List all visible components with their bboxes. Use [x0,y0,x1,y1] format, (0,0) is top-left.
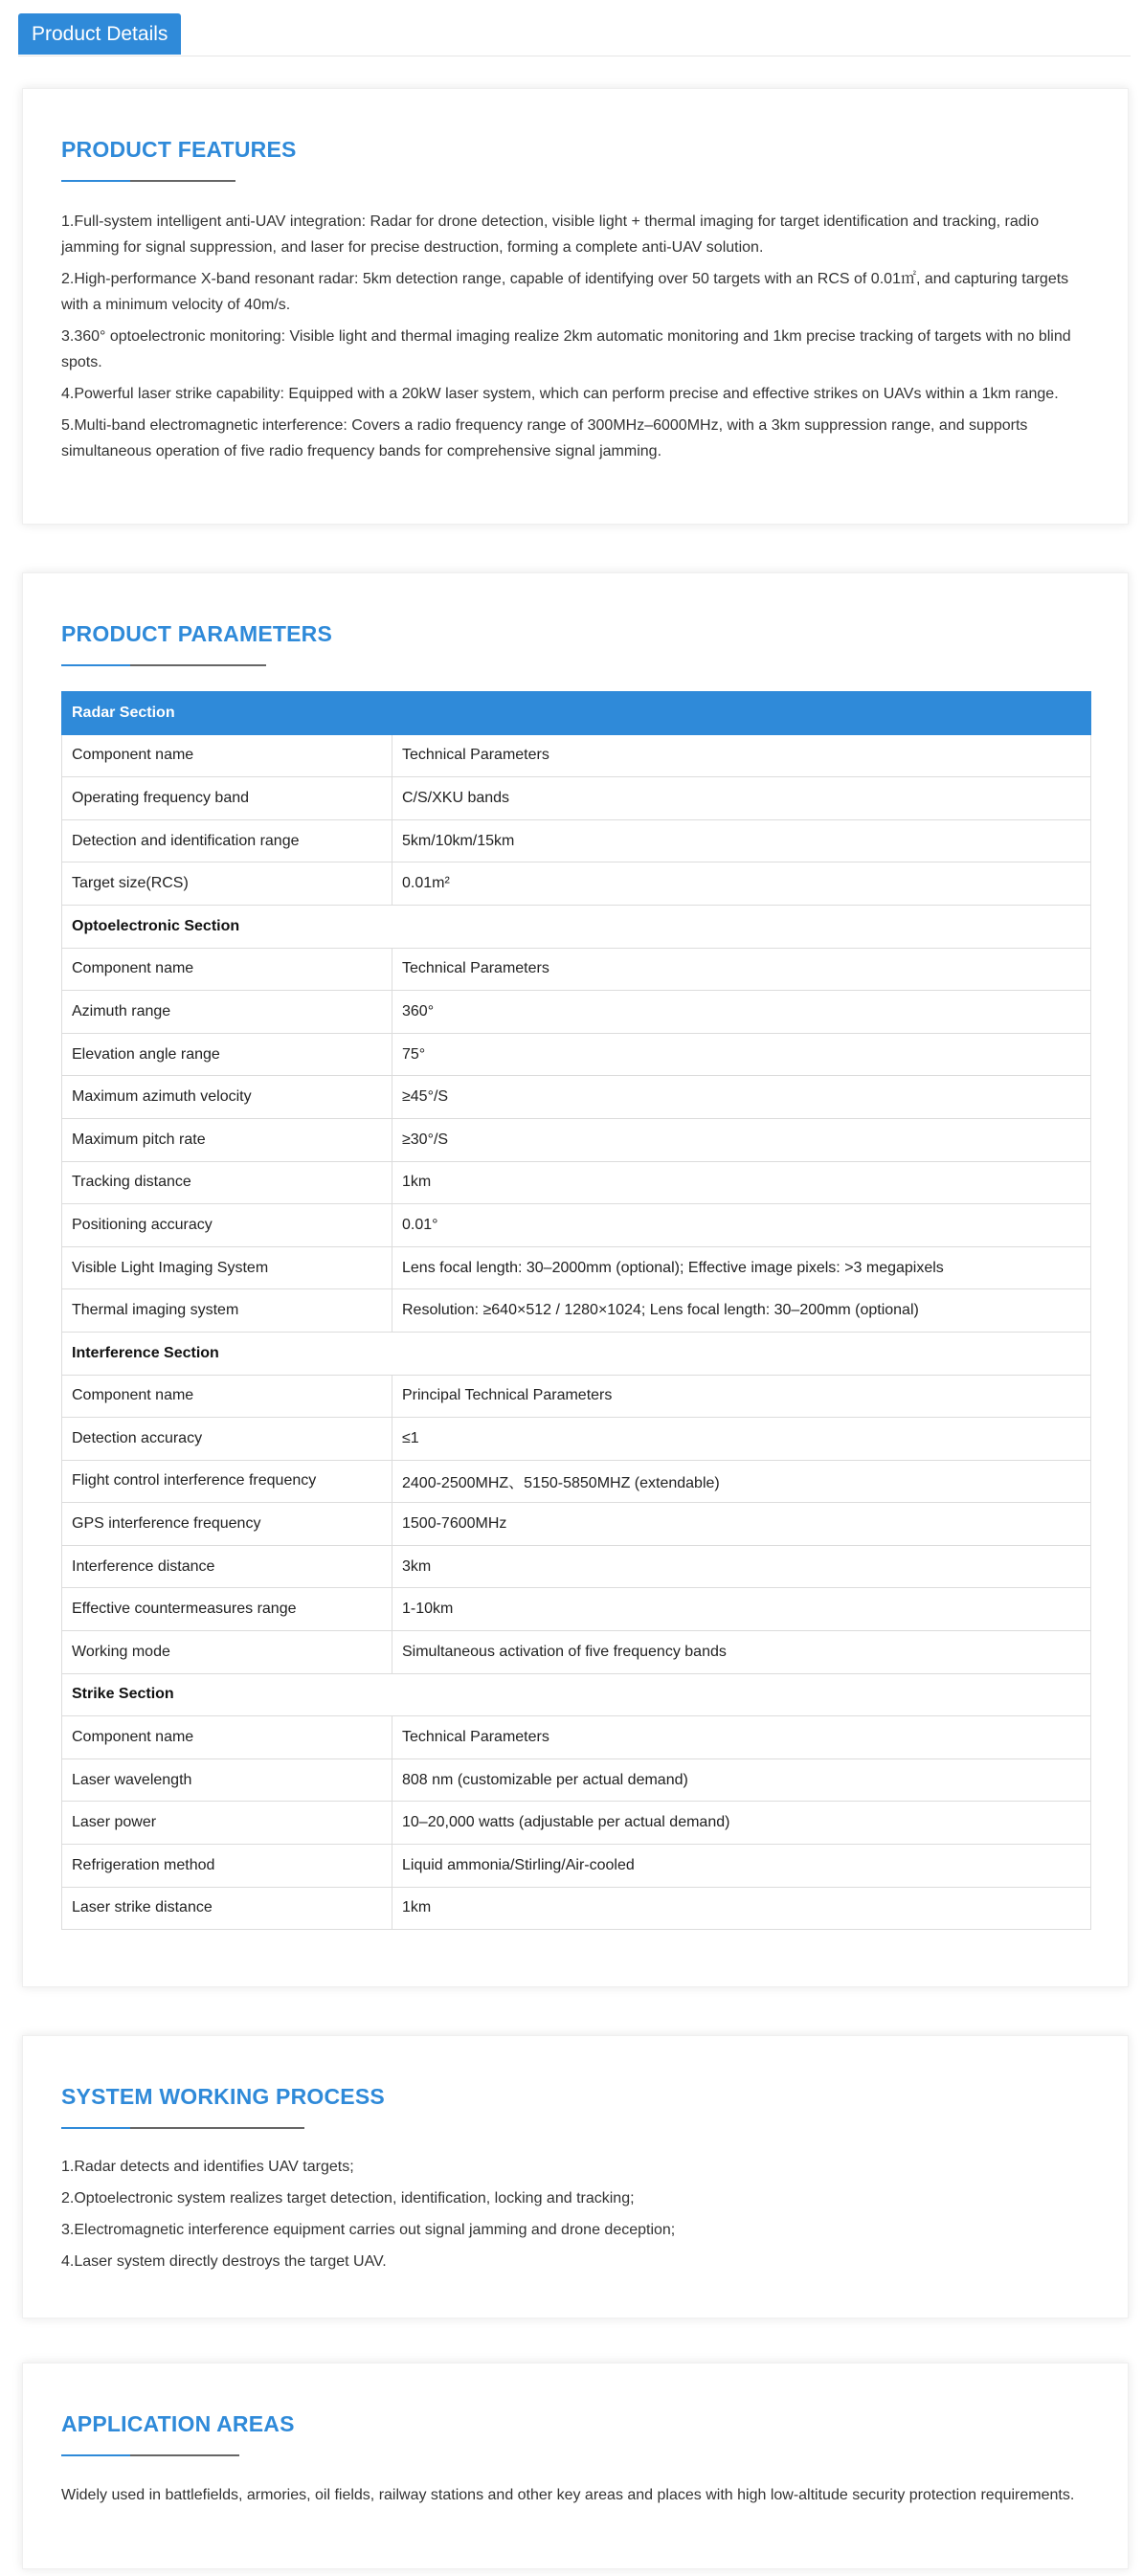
table-row: Operating frequency band C/S/XKU bands [62,777,1091,820]
list-item: 1.Full-system intelligent anti-UAV integration: Radar for drone detection, visible light + thermal imaging for target identification and tracking, radio jamming for signal suppression, and laser for precise destruction, forming a complete anti-UAV solution. [61,213,1040,256]
features-title-underline [61,180,235,182]
table-row: Azimuth range 360° [62,991,1091,1034]
table-row: Positioning accuracy 0.01° [62,1204,1091,1247]
table-section-row [62,905,1091,948]
table-row: Laser power 10–20,000 watts (adjustable per actual demand) [62,1802,1091,1845]
list-item: 4.Laser system directly destroys the target UAV. [61,2253,387,2270]
features-card [22,88,1129,525]
parameters-title-underline [61,664,266,666]
table-row: Component name Technical Parameters [62,948,1091,991]
table-row: Refrigeration method Liquid ammonia/Stirling/Air-cooled [62,1845,1091,1888]
table-section-row [62,1332,1091,1375]
list-item: 5.Multi-band electromagnetic interference: Covers a radio frequency range of 300MHz–6000MHz, with a 3km suppression range, and supports simultaneous operation of five radio frequency bands for comprehensive signal jamming. [61,417,1028,459]
table-row: Working mode Simultaneous activation of five frequency bands [62,1631,1091,1674]
list-item: 2.Optoelectronic system realizes target detection, identification, locking and tracking; [61,2190,635,2206]
list-item: 3.Electromagnetic interference equipment carries out signal jamming and drone deception; [61,2222,676,2238]
tab-bar [18,13,1131,56]
table-row: GPS interference frequency 1500-7600MHz [62,1503,1091,1546]
list-item: 3.360° optoelectronic monitoring: Visible light and thermal imaging realize 2km automatic monitoring and 1km precise tracking of targets with no blind spots. [61,328,1071,370]
table-row: Effective countermeasures range 1-10km [62,1588,1091,1631]
process-list [61,2154,1093,2280]
table-row: Maximum pitch rate ≥30°/S [62,1118,1091,1161]
table-row: Detection and identification range 5km/10km/15km [62,819,1091,862]
table-section-row [62,1673,1091,1716]
table-row: Tracking distance 1km [62,1161,1091,1204]
interference-section-heading: Interference Section [62,1332,1091,1375]
table-row: Component name Principal Technical Parameters [62,1375,1091,1418]
process-title-underline [61,2127,304,2129]
radar-section-heading: Radar Section [62,692,1091,735]
parameters-title: PRODUCT PARAMETERS [61,621,333,646]
applications-card [22,2363,1129,2569]
table-row: Maximum azimuth velocity ≥45°/S [62,1076,1091,1119]
table-row: Detection accuracy ≤1 [62,1418,1091,1461]
applications-title: APPLICATION AREAS [61,2411,295,2436]
features-title: PRODUCT FEATURES [61,137,297,162]
applications-title-underline [61,2454,239,2456]
table-section-row [62,692,1091,735]
table-row: Visible Light Imaging System Lens focal length: 30–2000mm (optional); Effective image pixels: >3 megapixels [62,1246,1091,1289]
process-card [22,2035,1129,2318]
tab-product-details[interactable]: Product Details [18,13,181,55]
applications-text: Widely used in battlefields, armories, oil fields, railway stations and other key areas and places with high low-altitude security protection requirements. [61,2487,1075,2503]
process-title: SYSTEM WORKING PROCESS [61,2084,385,2109]
list-item: 1.Radar detects and identifies UAV targets; [61,2159,354,2175]
table-row: Target size(RCS) 0.01m² [62,862,1091,906]
opto-section-heading: Optoelectronic Section [62,905,1091,948]
table-row: Component name Technical Parameters [62,1716,1091,1759]
table-row: Component name Technical Parameters [62,734,1091,777]
list-item: 4.Powerful laser strike capability: Equipped with a 20kW laser system, which can perform precise and effective strikes on UAVs within a 1km range. [61,386,1059,402]
table-row: Elevation angle range 75° [62,1033,1091,1076]
table-row: Laser wavelength 808 nm (customizable per actual demand) [62,1758,1091,1802]
parameters-table [61,691,1091,1930]
table-row: Flight control interference frequency 2400-2500MHZ、5150-5850MHZ (extendable) [62,1460,1091,1503]
table-row: Thermal imaging system Resolution: ≥640×512 / 1280×1024; Lens focal length: 30–200mm (optional) [62,1289,1091,1333]
table-row: Interference distance 3km [62,1545,1091,1588]
strike-section-heading: Strike Section [62,1673,1091,1716]
parameters-card [22,572,1129,1987]
list-item: 2.High-performance X-band resonant radar: 5km detection range, capable of identifying over 50 targets with an RCS of 0.01㎡, and capturing targets with a minimum velocity of 40m/s. [61,271,1069,313]
table-row: Laser strike distance 1km [62,1887,1091,1930]
features-list [61,209,1093,470]
